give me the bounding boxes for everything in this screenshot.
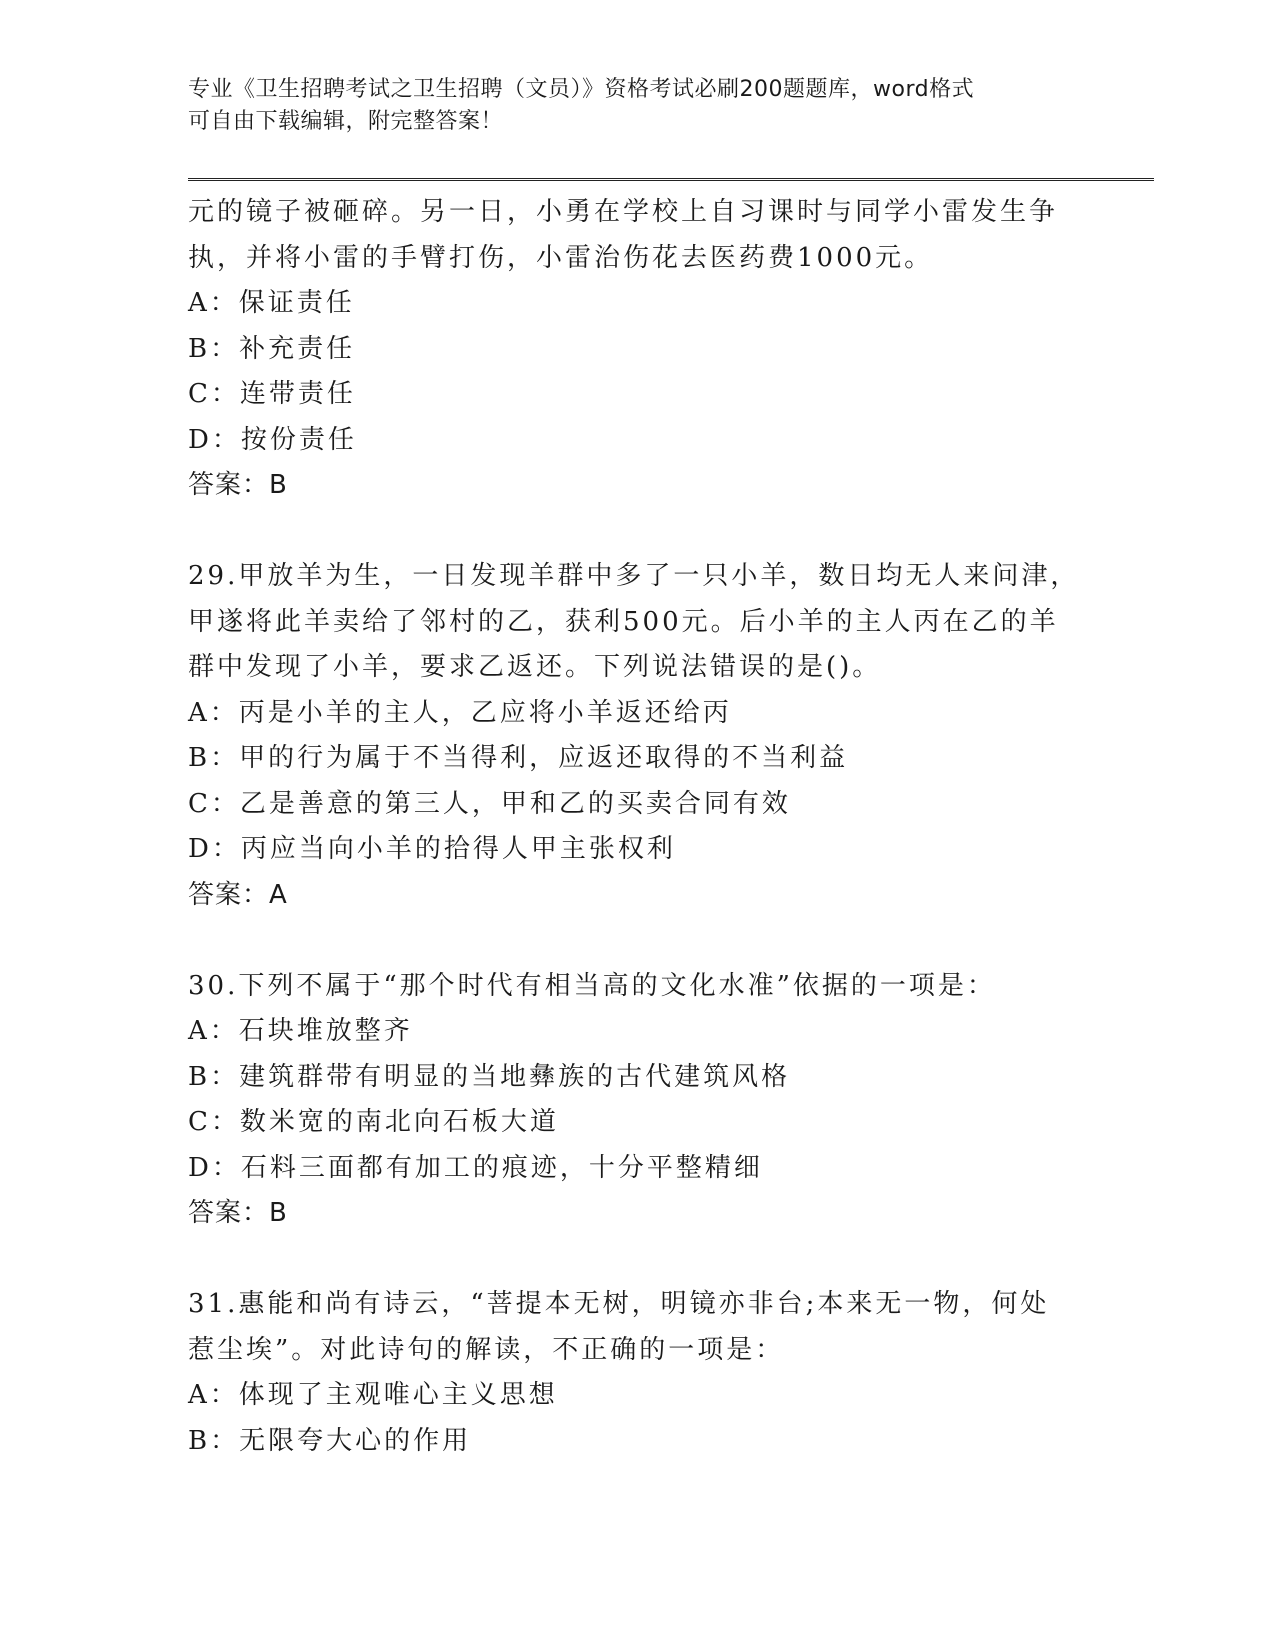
question-text-line: 30.下列不属于“那个时代有相当高的文化水准”依据的一项是： [188, 970, 996, 1001]
option-c: C：连带责任 [188, 379, 356, 409]
question-31 [188, 1282, 1088, 1464]
option-b: B：建筑群带有明显的当地彝族的古代建筑风格 [188, 1061, 791, 1092]
spacer [188, 1237, 1088, 1283]
question-text-line: 甲遂将此羊卖给了邻村的乙，获利500元。后小羊的主人丙在乙的羊 [188, 606, 1059, 637]
spacer [188, 509, 1088, 555]
option-a: A：体现了主观唯心主义思想 [188, 1380, 558, 1410]
answer-label: 答案：B [188, 470, 288, 500]
header-divider [188, 178, 1154, 181]
answer-label: 答案：A [188, 879, 288, 910]
option-d: D：石料三面都有加工的痕迹，十分平整精细 [188, 1152, 763, 1183]
option-b: B：无限夸大心的作用 [188, 1425, 472, 1456]
option-c: C：乙是善意的第三人，甲和乙的买卖合同有效 [188, 788, 791, 819]
question-text-line: 执，并将小雷的手臂打伤，小雷治伤花去医药费1000元。 [188, 242, 934, 273]
header-line-1: 专业《卫生招聘考试之卫生招聘（文员）》资格考试必刷200题题库，word格式 [188, 77, 975, 102]
option-a: A：保证责任 [188, 288, 355, 318]
option-b: B：补充责任 [188, 333, 356, 364]
spacer [188, 918, 1088, 964]
question-text-line: 31.惠能和尚有诗云，“菩提本无树，明镜亦非台;本来无一物，何处 [188, 1289, 1050, 1319]
option-d: D：丙应当向小羊的拾得人甲主张权利 [188, 834, 676, 864]
option-d: D：按份责任 [188, 424, 357, 455]
question-text-line: 群中发现了小羊，要求乙返还。下列说法错误的是()。 [188, 652, 882, 682]
question-30 [188, 964, 1088, 1237]
option-a: A：丙是小羊的主人，乙应将小羊返还给丙 [188, 697, 732, 728]
option-a: A：石块堆放整齐 [188, 1016, 413, 1046]
option-c: C：数米宽的南北向石板大道 [188, 1107, 559, 1137]
option-b: B：甲的行为属于不当得利，应返还取得的不当利益 [188, 743, 849, 773]
question-list [188, 190, 1088, 1464]
question-text-line: 元的镜子被砸碎。另一日，小勇在学校上自习课时与同学小雷发生争 [188, 197, 1059, 227]
question-text-line: 29.甲放羊为生，一日发现羊群中多了一只小羊，数日均无人来问津， [188, 561, 1080, 591]
question-28 [188, 190, 1088, 509]
header-line-2: 可自由下载编辑，附完整答案！ [188, 109, 504, 134]
answer-label: 答案：B [188, 1198, 288, 1228]
question-text-line: 惹尘埃”。对此诗句的解读，不正确的一项是： [188, 1334, 785, 1365]
page-header [188, 74, 1088, 138]
question-29 [188, 554, 1088, 918]
